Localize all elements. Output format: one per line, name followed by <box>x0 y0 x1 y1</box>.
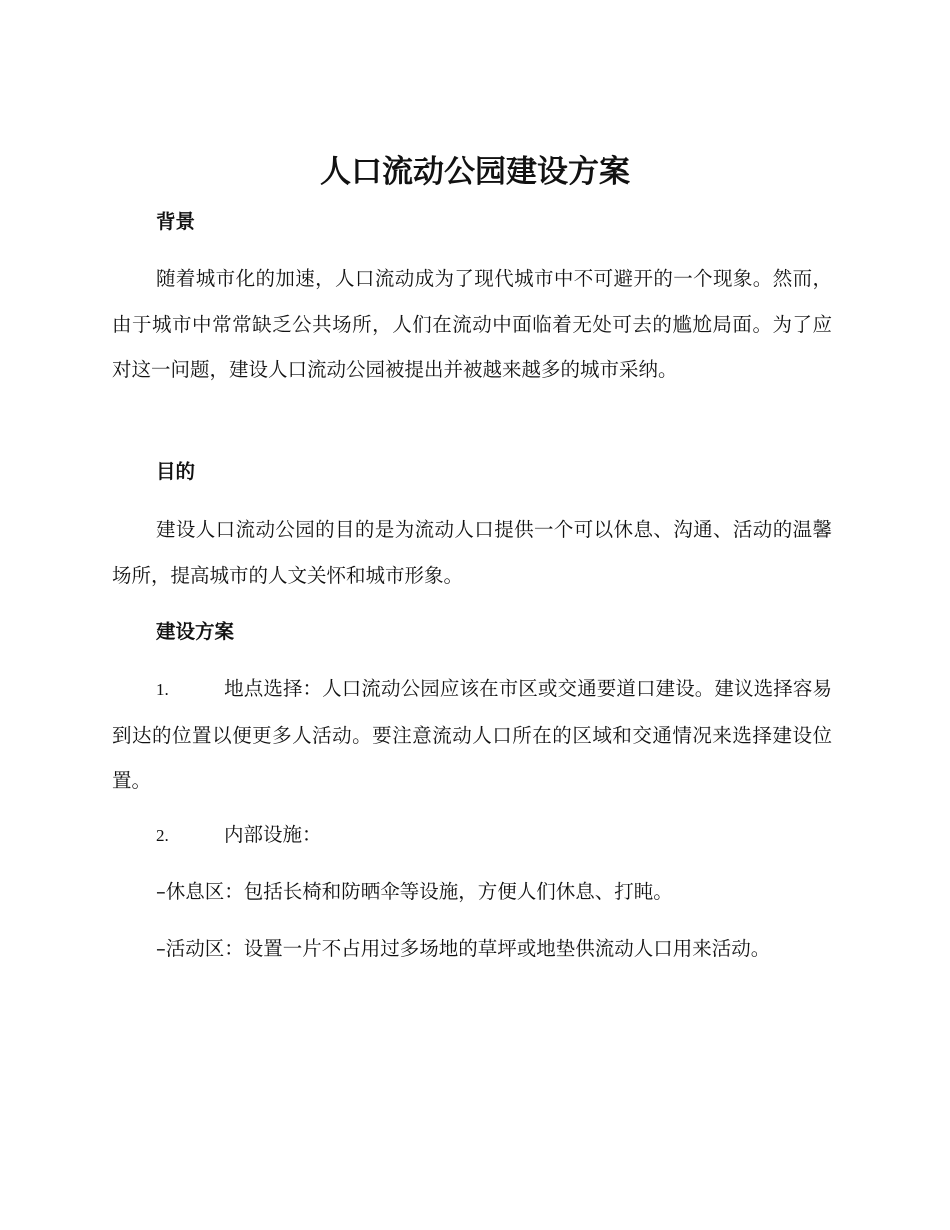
facility-sub-item: –休息区：包括长椅和防晒伞等设施，方便人们休息、打盹。 <box>156 880 673 903</box>
background-paragraph: 随着城市化的加速，人口流动成为了现代城市中不可避开的一个现象。然而，由于城市中常常缺乏公共场所，人们在流动中面临着无处可去的尴尬局面。为了应对这一问题，建设人口流动公园被提出并被越来越多的城市采纳。 <box>112 267 832 381</box>
plan-item-text: 内部设施： <box>224 823 322 846</box>
section-heading-background: 背景 <box>156 210 196 233</box>
plan-item-number: 1. <box>156 680 169 699</box>
plan-item <box>112 666 832 804</box>
section-heading-plan: 建设方案 <box>156 620 235 643</box>
plan-item-text: 地点选择：人口流动公园应该在市区或交通要道口建设。建议选择容易到达的位置以便更多人活动。要注意流动人口所在的区域和交通情况来选择建设位置。 <box>112 677 832 792</box>
plan-item-number: 2. <box>156 826 169 845</box>
plan-item <box>112 812 832 859</box>
purpose-paragraph: 建设人口流动公园的目的是为流动人口提供一个可以休息、沟通、活动的温馨场所，提高城市的人文关怀和城市形象。 <box>112 518 832 587</box>
document-title: 人口流动公园建设方案 <box>320 154 630 190</box>
section-heading-purpose: 目的 <box>156 460 196 483</box>
facility-sub-item: –活动区：设置一片不占用过多场地的草坪或地垫供流动人口用来活动。 <box>156 937 771 960</box>
